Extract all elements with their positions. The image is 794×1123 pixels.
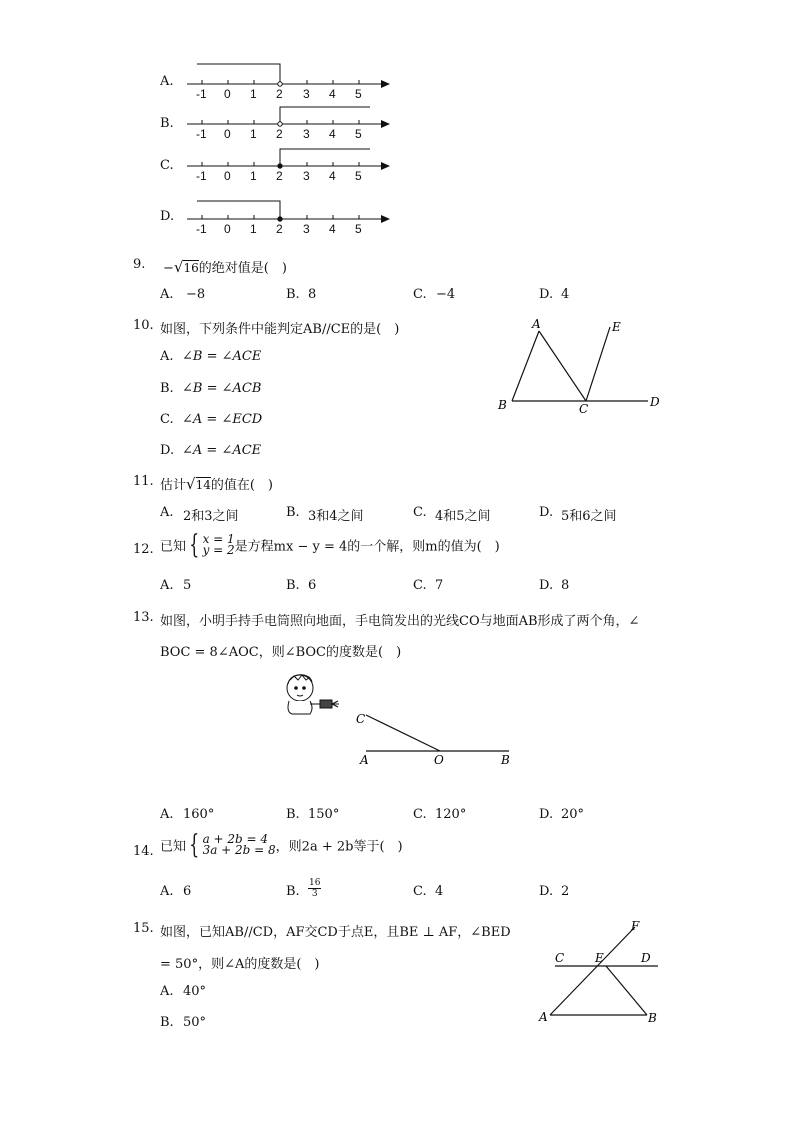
q8-number-line-a	[185, 58, 395, 102]
option-fraction	[308, 878, 321, 899]
sqrt-symbol: √	[186, 475, 196, 493]
option-text: 4	[435, 884, 444, 899]
tick-label: 1	[250, 222, 257, 236]
tick-label: 3	[303, 127, 310, 141]
option-text: 3和4之间	[308, 509, 364, 524]
option-label: D.	[539, 578, 554, 593]
option-text: 120°	[435, 807, 467, 822]
tick-label: 0	[224, 87, 231, 101]
point-label-f: F	[631, 919, 640, 933]
question-stem	[160, 474, 273, 493]
radicand: 14	[195, 478, 211, 492]
question-stem-line-1: 如图，小明手持手电筒照向地面，手电筒发出的光线CO与地面AB形成了两个角，∠	[160, 614, 640, 629]
option-label: A.	[160, 578, 174, 593]
tick-label: 2	[276, 222, 283, 236]
option-text: ∠B = ∠ACB	[182, 381, 262, 396]
point-label-c: C	[579, 402, 589, 416]
point-label-b: B	[648, 1011, 657, 1025]
sqrt-symbol: √	[173, 258, 184, 276]
option-text: 50°	[183, 1015, 207, 1030]
option-label: A.	[160, 287, 174, 302]
fraction-denominator: 3	[311, 889, 318, 899]
tick-label: 2	[276, 169, 283, 183]
question-stem-line-2: = 50°，则∠A的度数是( )	[160, 957, 320, 972]
option-text: 20°	[561, 807, 585, 822]
stem-text: 的绝对值是( )	[198, 261, 287, 276]
tick-label: -1	[196, 222, 207, 236]
option-label: D.	[539, 287, 554, 302]
option-label: D.	[539, 884, 554, 899]
option-text: 4	[561, 287, 570, 302]
option-label: A.	[160, 984, 174, 999]
question-number: 10.	[133, 318, 154, 333]
question-stem	[160, 830, 403, 860]
tick-label: 5	[355, 222, 362, 236]
stem-text: 是方程mx − y = 4的一个解，则m的值为( )	[234, 539, 500, 555]
tick-label: 2	[276, 87, 283, 101]
option-label: C.	[413, 505, 427, 520]
option-label: D.	[160, 443, 175, 458]
tick-label: -1	[196, 87, 207, 101]
q8-option-a-label: A.	[160, 74, 174, 89]
option-label: C.	[413, 287, 427, 302]
tick-label: 0	[224, 222, 231, 236]
stem-text: ，则2a + 2b等于( )	[275, 839, 403, 855]
option-text: 6	[308, 578, 317, 593]
option-label: C.	[413, 884, 427, 899]
q15-figure	[535, 912, 670, 1027]
point-label-c: C	[356, 712, 366, 726]
tick-label: 1	[250, 169, 257, 183]
option-label: D.	[539, 505, 554, 520]
option-text: 40°	[183, 984, 207, 999]
tick-label: 1	[250, 127, 257, 141]
option-label: C.	[413, 578, 427, 593]
q8-number-line-c	[185, 142, 395, 186]
option-label: B.	[160, 381, 174, 396]
option-text: 160°	[183, 807, 215, 822]
tick-label: -1	[196, 169, 207, 183]
option-text: 4和5之间	[435, 509, 491, 524]
point-label-c: C	[555, 951, 565, 965]
stem-text: 估计	[160, 478, 187, 493]
tick-label: 3	[303, 169, 310, 183]
equation-2: 3a + 2b = 8	[202, 843, 276, 857]
point-label-b: B	[501, 753, 510, 767]
option-label: B.	[286, 287, 300, 302]
point-label-o: O	[434, 753, 444, 767]
tick-label: 5	[355, 87, 362, 101]
point-label-b: B	[498, 398, 507, 412]
option-text: 5	[183, 578, 192, 593]
option-label: A.	[160, 505, 174, 520]
tick-label: 4	[329, 222, 336, 236]
point-label-d: D	[650, 395, 660, 409]
stem-text: 的值在( )	[210, 478, 274, 493]
option-label: A.	[160, 349, 174, 364]
option-label: D.	[539, 807, 554, 822]
option-text: 2	[561, 884, 570, 899]
radicand: 16	[183, 261, 199, 275]
question-stem	[163, 257, 287, 276]
tick-label: 5	[355, 127, 362, 141]
q10-figure	[490, 312, 670, 422]
option-label: B.	[286, 807, 300, 822]
point-label-e: E	[612, 320, 621, 334]
equation-1: a + 2b = 4	[202, 832, 269, 846]
question-number: 9.	[133, 257, 146, 272]
option-text: 7	[435, 578, 444, 593]
tick-label: 3	[303, 222, 310, 236]
point-label-e: E	[595, 951, 604, 965]
q13-figure	[280, 668, 520, 774]
tick-label: 3	[303, 87, 310, 101]
option-text: 150°	[308, 807, 340, 822]
minus-sign: −	[163, 261, 174, 276]
option-label: B.	[160, 1015, 174, 1030]
tick-label: 4	[329, 127, 336, 141]
q8-number-line-d	[185, 193, 395, 237]
tick-label: 4	[329, 169, 336, 183]
option-text: 8	[308, 287, 317, 302]
equation-2: y = 2	[202, 543, 235, 557]
option-text: ∠A = ∠ECD	[182, 412, 263, 427]
option-label: A.	[160, 807, 174, 822]
q8-option-d-label: D.	[160, 209, 175, 224]
option-text: 2和3之间	[183, 509, 239, 524]
tick-label: 5	[355, 169, 362, 183]
option-label: B.	[286, 505, 300, 520]
option-text: ∠B = ∠ACE	[182, 349, 262, 364]
question-number: 15.	[133, 921, 154, 936]
question-number: 12.	[133, 542, 154, 557]
option-text: 5和6之间	[561, 509, 617, 524]
option-text: ∠A = ∠ACE	[182, 443, 262, 458]
tick-label: 2	[276, 127, 283, 141]
question-stem-line-2: BOC = 8∠AOC，则∠BOC的度数是( )	[160, 645, 402, 660]
option-label: B.	[286, 884, 300, 899]
stem-text: 已知	[160, 539, 187, 555]
boy-with-flashlight-icon	[287, 675, 339, 714]
stem-text: 已知	[160, 839, 187, 855]
tick-label: 4	[329, 87, 336, 101]
fraction-numerator: 16	[309, 878, 321, 888]
option-text: −8	[186, 287, 206, 302]
option-label: C.	[413, 807, 427, 822]
point-label-a: A	[539, 1010, 548, 1024]
tick-label: 0	[224, 169, 231, 183]
option-text: 6	[183, 884, 192, 899]
point-label-a: A	[360, 753, 369, 767]
option-label: C.	[160, 412, 174, 427]
question-stem: 如图，下列条件中能判定AB//CE的是( )	[160, 322, 400, 337]
tick-label: 0	[224, 127, 231, 141]
option-text: 8	[561, 578, 570, 593]
equation-system	[203, 534, 235, 556]
q8-option-b-label: B.	[160, 116, 174, 131]
tick-label: 1	[250, 87, 257, 101]
equation-1: x = 1	[202, 532, 235, 546]
question-number: 11.	[133, 474, 154, 489]
option-label: A.	[160, 884, 174, 899]
option-text: −4	[436, 287, 456, 302]
question-number: 13.	[133, 610, 154, 625]
left-brace: {	[189, 530, 200, 560]
q8-number-line-b	[185, 100, 395, 144]
left-brace: {	[189, 830, 200, 860]
option-label: B.	[286, 578, 300, 593]
point-label-d: D	[641, 951, 651, 965]
tick-label: -1	[196, 127, 207, 141]
question-stem	[160, 530, 500, 560]
question-stem-line-1: 如图，已知AB//CD，AF交CD于点E，且BE ⊥ AF，∠BED	[160, 925, 511, 940]
point-label-a: A	[532, 317, 541, 331]
q8-option-c-label: C.	[160, 158, 174, 173]
equation-system	[203, 834, 276, 856]
question-number: 14.	[133, 844, 154, 859]
